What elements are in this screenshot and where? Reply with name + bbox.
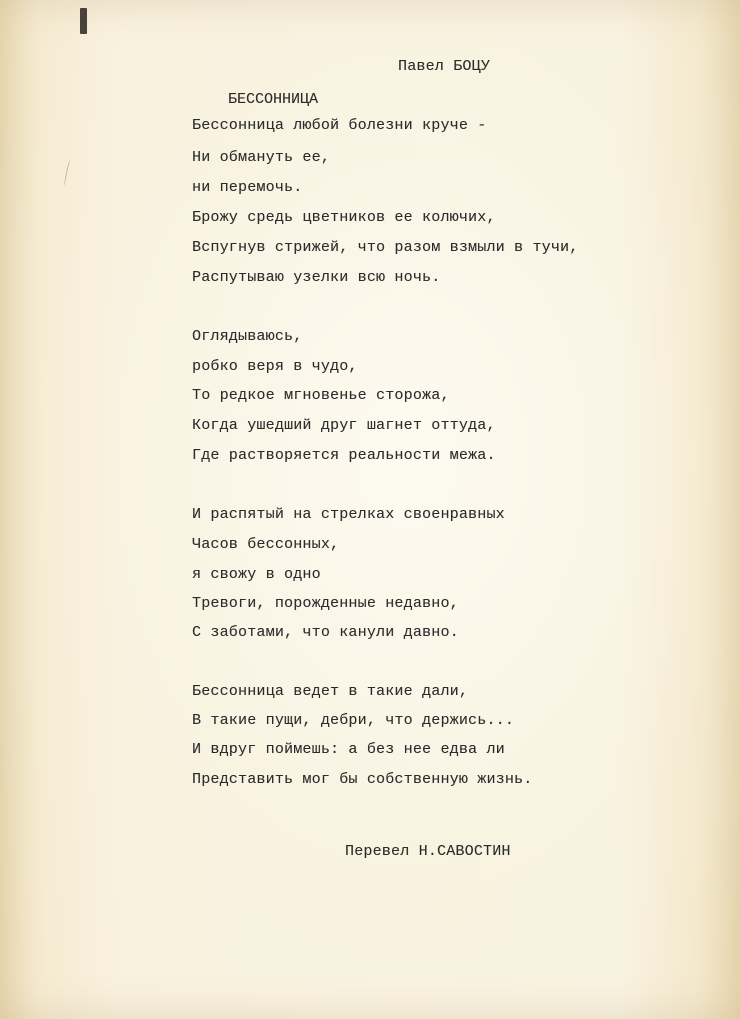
poem-line: С заботами, что канули давно. <box>192 624 459 641</box>
translator-credit: Перевел Н.САВОСТИН <box>345 843 511 860</box>
poem-line: Оглядываюсь, <box>192 328 303 345</box>
poem-title: БЕССОННИЦА <box>228 91 319 108</box>
poem-line: Тревоги, порожденные недавно, <box>192 595 459 612</box>
poem-line: ни перемочь. <box>192 179 303 196</box>
poem-line: робко веря в чудо, <box>192 358 358 375</box>
poem-line: Распутываю узелки всю ночь. <box>192 269 441 286</box>
poem-line: Бессонница ведет в такие дали, <box>192 683 469 700</box>
poem-line: Ни обмануть ее, <box>192 149 331 166</box>
author-name: Павел БОЦУ <box>398 58 491 75</box>
poem-line: И вдруг поймешь: а без нее едва ли <box>192 741 505 758</box>
poem-line: Часов бессонных, <box>192 536 340 553</box>
poem-line: я свожу в одно <box>192 566 321 583</box>
paper-scratch <box>63 160 71 186</box>
poem-line: Вспугнув стрижей, что разом взмыли в тучи, <box>192 239 579 256</box>
poem-line: И распятый на стрелках своенравных <box>192 506 505 523</box>
poem-line: Брожу средь цветников ее колючих, <box>192 209 496 226</box>
poem-line: То редкое мгновенье сторожа, <box>192 387 450 404</box>
poem-line: Бессонница любой болезни круче - <box>192 117 487 134</box>
staple-mark <box>80 8 87 34</box>
poem-line: Где растворяется реальности межа. <box>192 447 496 464</box>
poem-line: Представить мог бы собственную жизнь. <box>192 771 533 788</box>
poem-line: В такие пущи, дебри, что держись... <box>192 712 515 729</box>
poem-line: Когда ушедший друг шагнет оттуда, <box>192 417 496 434</box>
